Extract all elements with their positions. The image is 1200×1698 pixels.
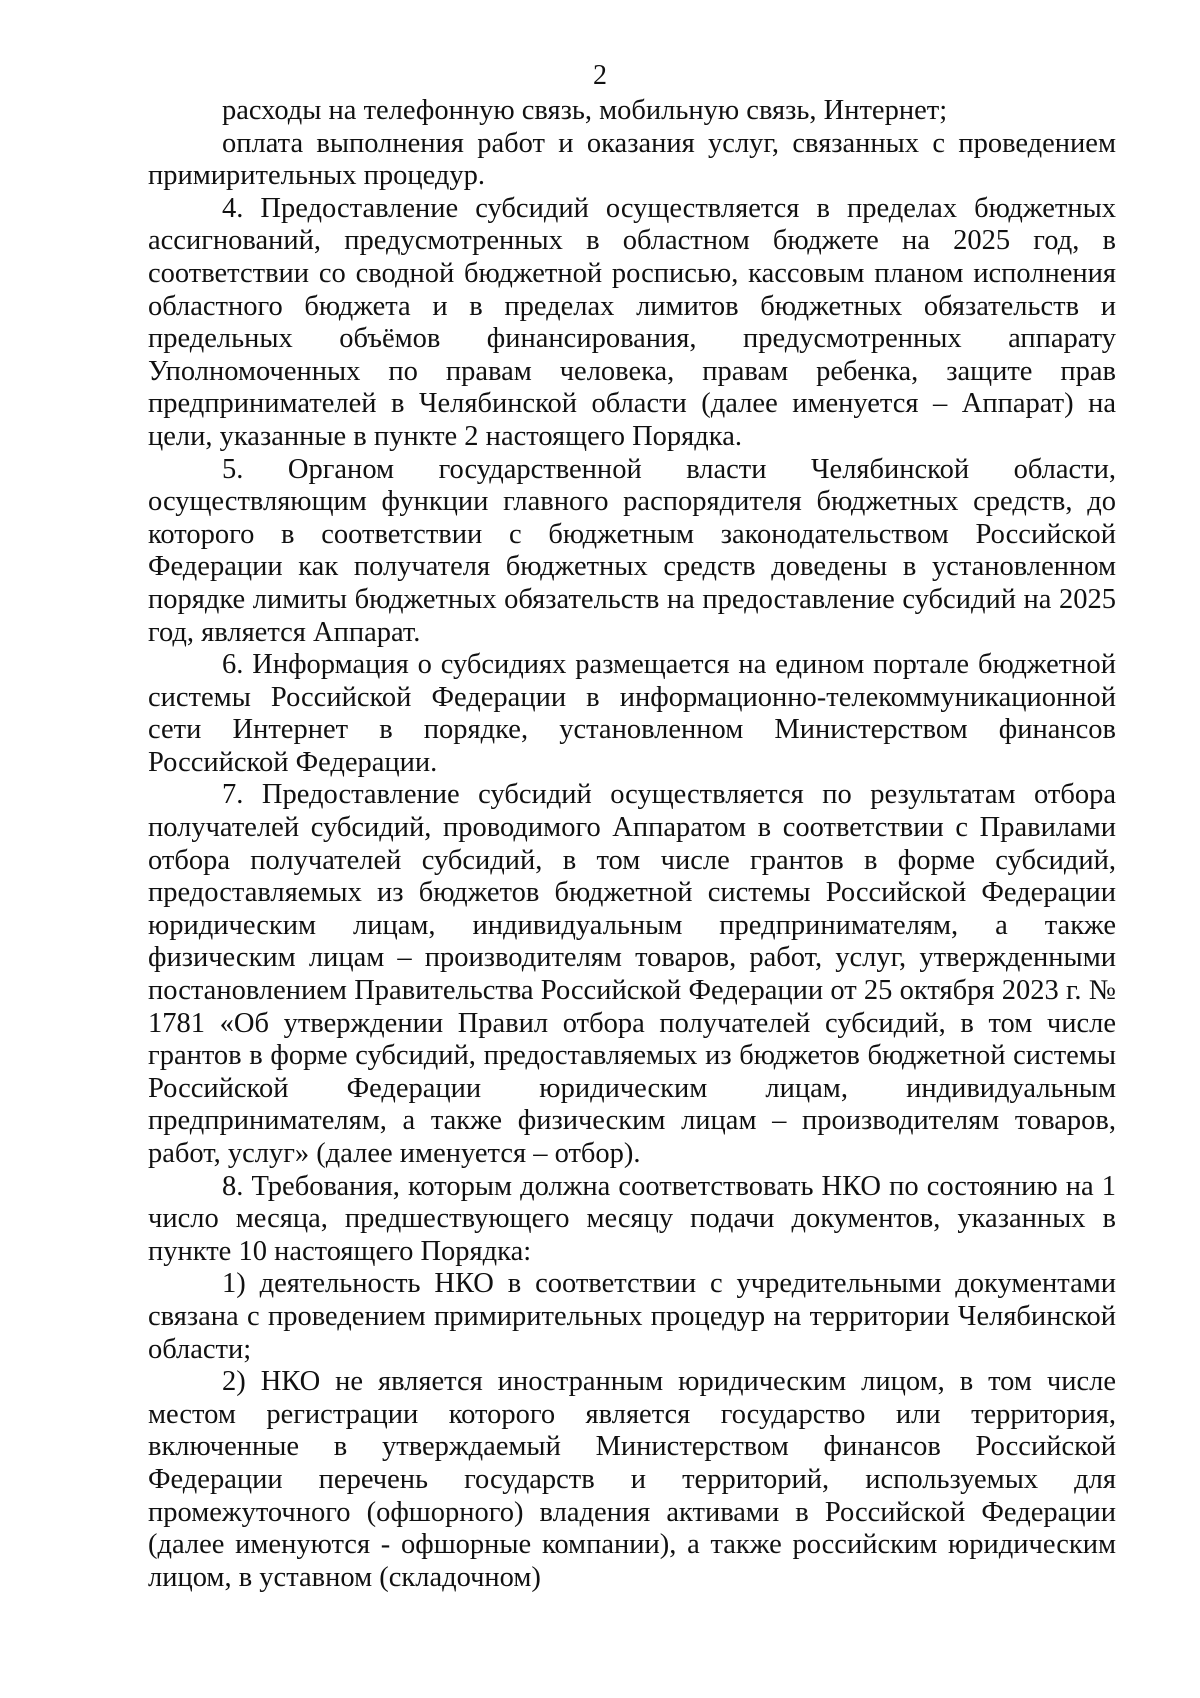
paragraph-item-8: 8. Требования, которым должна соответствовать НКО по состоянию на 1 число месяца, предшествующего месяцу подачи документов, указанных в пункте 10 настоящего Порядка: <box>148 1170 1116 1267</box>
document-body <box>148 95 1116 1594</box>
paragraph-item-4: 4. Предоставление субсидий осуществляется в пределах бюджетных ассигнований, предусмотренных в областном бюджете на 2025 год, в соответствии со сводной бюджетной росписью, кассовым планом исполнения областного бюджета и в пределах лимитов бюджетных обязательств и предельных объёмов финансирования, предусмотренных аппарату Уполномоченных по правам человека, правам ребенка, защите прав предпринимателей в Челябинской области (далее именуется – Аппарат) на цели, указанные в пункте 2 настоящего Порядка. <box>148 192 1116 452</box>
paragraph-payment-services: оплата выполнения работ и оказания услуг, связанных с проведением примирительных процедур. <box>148 127 1116 192</box>
paragraph-subitem-1: 1) деятельность НКО в соответствии с учредительными документами связана с проведением примирительных процедур на территории Челябинской области; <box>148 1268 1116 1365</box>
paragraph-subitem-2: 2) НКО не является иностранным юридическим лицом, в том числе местом регистрации которого является государство или территория, включенные в утверждаемый Министерством финансов Российской Федерации перечень государств и территорий, используемых для промежуточного (офшорного) владения активами в Российской Федерации (далее именуются - офшорные компании), а также российским юридическим лицом, в уставном (складочном) <box>148 1366 1116 1593</box>
paragraph-item-7: 7. Предоставление субсидий осуществляется по результатам отбора получателей субсидий, проводимого Аппаратом в соответствии с Правилами отбора получателей субсидий, в том числе грантов в форме субсидий, предоставляемых из бюджетов бюджетной системы Российской Федерации юридическим лицам, индивидуальным предпринимателям, а также физическим лицам – производителям товаров, работ, услуг, утвержденными постановлением Правительства Российской Федерации от 25 октября 2023 г. № 1781 «Об утверждении Правил отбора получателей субсидий, в том числе грантов в форме субсидий, предоставляемых из бюджетов бюджетной системы Российской Федерации юридическим лицам, индивидуальным предпринимателям, а также физическим лицам – производителям товаров, работ, услуг» (далее именуется – отбор). <box>148 779 1116 1169</box>
paragraph-item-6: 6. Информация о субсидиях размещается на едином портале бюджетной системы Российской Федерации в информационно-телекоммуникационной сети Интернет в порядке, установленном Министерством финансов Российской Федерации. <box>148 649 1116 778</box>
paragraph-expenses-communication: расходы на телефонную связь, мобильную связь, Интернет; <box>222 95 948 126</box>
page-number: 2 <box>593 60 607 91</box>
paragraph-item-5: 5. Органом государственной власти Челябинской области, осуществляющим функции главного распорядителя бюджетных средств, до которого в соответствии с бюджетным законодательством Российской Федерации как получателя бюджетных средств доведены в установленном порядке лимиты бюджетных обязательств на предоставление субсидий на 2025 год, является Аппарат. <box>148 453 1116 648</box>
